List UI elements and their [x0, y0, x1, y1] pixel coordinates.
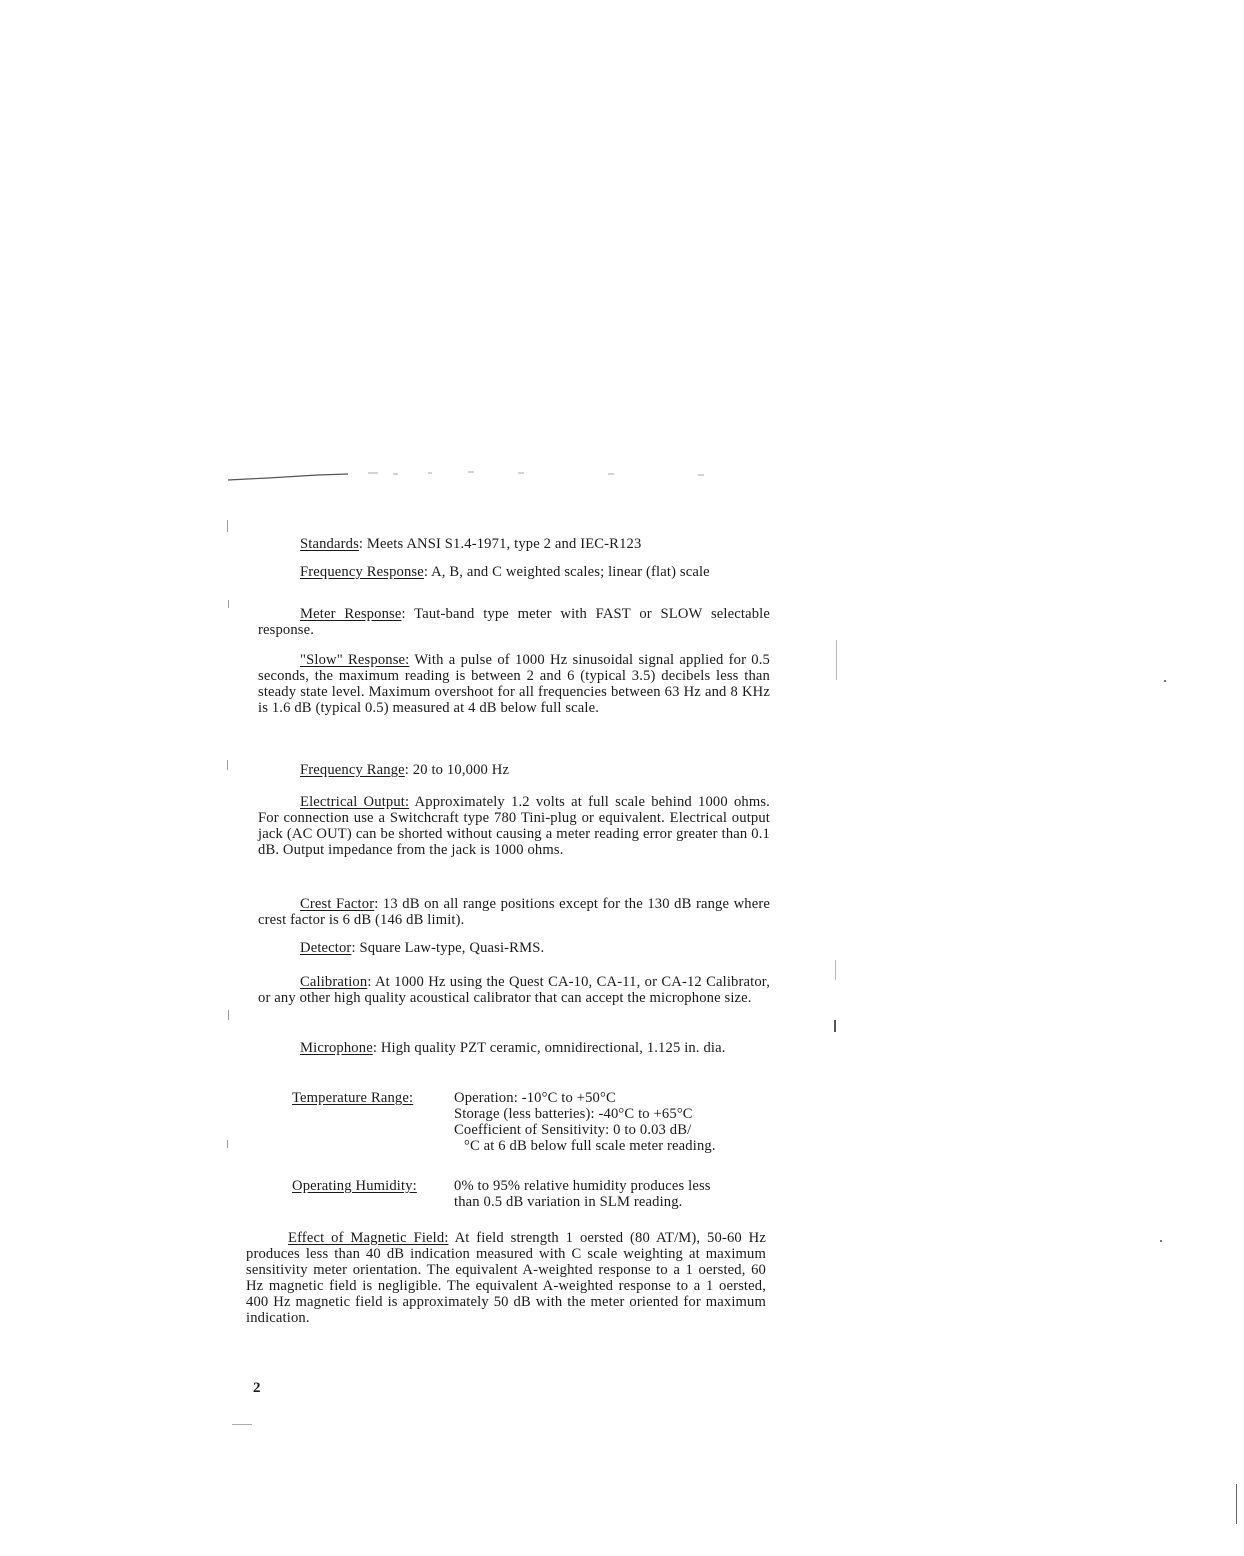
spec-frequency-range: [258, 762, 770, 778]
spec-text: : 13 dB on all range positions except for the 130 dB range where crest factor is 6 dB (146 dB limit).: [258, 896, 770, 928]
scan-speck: [836, 640, 837, 680]
spec-values: [454, 1178, 770, 1210]
scan-speck: [228, 1010, 229, 1020]
spec-value-line: Coefficient of Sensitivity: 0 to 0.03 dB/: [454, 1122, 692, 1138]
spec-label: Meter Response: [300, 606, 402, 622]
spec-text: : High quality PZT ceramic, omnidirectional, 1.125 in. dia.: [372, 1040, 726, 1056]
spec-text: : At 1000 Hz using the Quest CA-10, CA-11, or CA-12 Calibrator, or any other high quality acoustical calibrator that can accept the microphone size.: [258, 974, 770, 1006]
spec-standards: [258, 536, 770, 552]
spec-label: Frequency Range: [300, 762, 405, 778]
spec-text: Approximately 1.2 volts at full scale behind 1000 ohms. For connection use a Switchcraft type 780 Tini-plug or equivalent. Electrical output jack (AC OUT) can be shorted without causing a meter reading error greater than 0.1 dB. Output impedance from the jack is 1000 ohms.: [258, 794, 770, 858]
spec-label: Effect of Magnetic Field:: [288, 1230, 449, 1246]
spec-microphone: [258, 1040, 770, 1056]
spec-electrical-output: [258, 794, 770, 858]
page-number: 2: [253, 1380, 261, 1396]
spec-label: Calibration: [300, 974, 368, 990]
spec-label: Temperature Range:: [292, 1090, 414, 1106]
scan-speck: [227, 760, 228, 770]
scan-artifact-rule: [228, 470, 748, 482]
spec-label: Frequency Response: [300, 564, 424, 580]
spec-value-line: °C at 6 dB below full scale meter reading.: [464, 1138, 716, 1154]
spec-text: : Meets ANSI S1.4-1971, type 2 and IEC-R123: [358, 536, 642, 552]
scan-speck: [227, 520, 228, 532]
spec-text: With a pulse of 1000 Hz sinusoidal signal applied for 0.5 seconds, the maximum reading is between 2 and 6 (typical 3.5) decibels less than steady state level. Maximum overshoot for all frequencies between 63 Hz and 8 KHz is 1.6 dB (typical 0.5) measured at 4 dB below full scale.: [258, 652, 770, 716]
scan-speck: [227, 1140, 228, 1148]
spec-meter-response: [258, 606, 770, 638]
spec-text: : 20 to 10,000 Hz: [404, 762, 510, 778]
spec-value-line: 0% to 95% relative humidity produces less: [454, 1178, 711, 1194]
scan-speck: [1236, 1484, 1237, 1524]
spec-magnetic-field: [246, 1230, 766, 1326]
scan-speck: [834, 1020, 836, 1032]
spec-text: : Square Law-type, Quasi-RMS.: [351, 940, 545, 956]
spec-label: "Slow" Response:: [300, 652, 410, 668]
spec-calibration: [258, 974, 770, 1006]
spec-label: Standards: [300, 536, 359, 552]
spec-value-line: Operation: -10°C to +50°C: [454, 1090, 616, 1106]
spec-label: Crest Factor: [300, 896, 375, 912]
spec-detector: [258, 940, 770, 956]
spec-label: Operating Humidity:: [292, 1178, 417, 1194]
spec-text: At field strength 1 oersted (80 AT/M), 50-60 Hz produces less than 40 dB indication measured with C scale weighting at maximum sensitivity meter orientation. The equivalent A-weighted response to a 1 oersted, 60 Hz magnetic field is negligible. The equivalent A-weighted response to a 1 oersted, 400 Hz magnetic field is approximately 50 dB with the meter oriented for maximum indication.: [246, 1230, 767, 1326]
spec-value-line: than 0.5 dB variation in SLM reading.: [454, 1194, 683, 1210]
scan-speck: [1164, 680, 1166, 682]
spec-frequency-response: [258, 564, 770, 580]
spec-text: : A, B, and C weighted scales; linear (flat) scale: [423, 564, 710, 580]
spec-label: Microphone: [300, 1040, 373, 1056]
scan-speck: [232, 1424, 252, 1425]
scan-speck: [835, 960, 836, 980]
scan-speck: [1160, 1240, 1162, 1242]
spec-crest-factor: [258, 896, 770, 928]
spec-values: [454, 1090, 770, 1154]
scan-speck: [228, 600, 229, 608]
spec-label: Electrical Output:: [300, 794, 410, 810]
spec-value-line: Storage (less batteries): -40°C to +65°C: [454, 1106, 693, 1122]
spec-slow-response: [258, 652, 770, 716]
spec-text: : Taut-band type meter with FAST or SLOW selectable response.: [258, 606, 770, 638]
spec-label: Detector: [300, 940, 352, 956]
